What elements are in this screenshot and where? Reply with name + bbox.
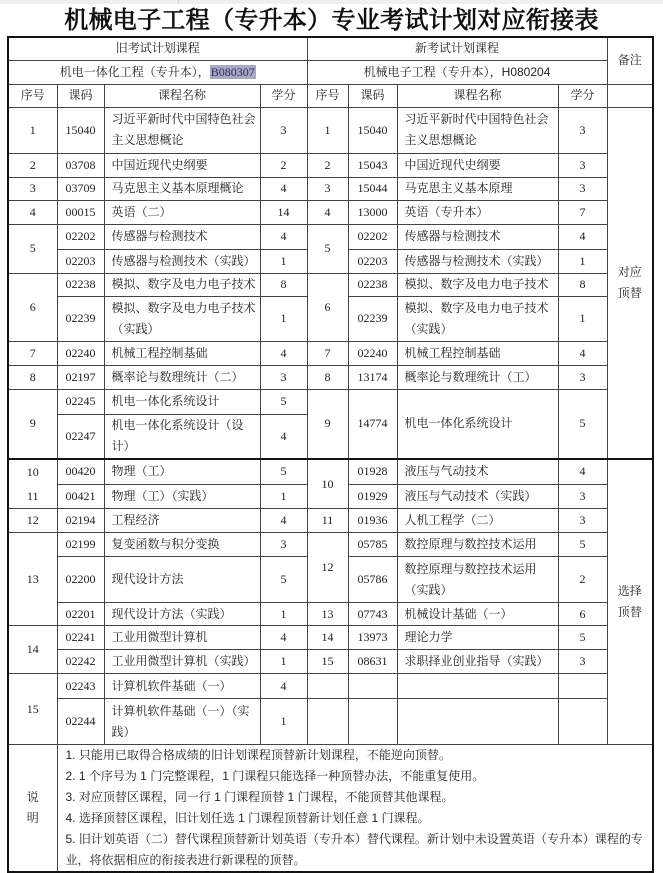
remark-direct-replacement: 对应顶替: [607, 107, 653, 459]
old-course-name: 现代设计方法（实践）: [104, 603, 260, 626]
old-seq: 4: [8, 200, 57, 224]
new-credit: 7: [558, 200, 607, 224]
page-title: 机械电子工程（专升本）专业考试计划对应衔接表: [64, 6, 599, 34]
table-row: [8, 224, 653, 249]
old-course-name: 现代设计方法: [104, 557, 260, 603]
old-course-name: 英语（二）: [104, 200, 260, 224]
old-credit: 1: [260, 484, 307, 508]
old-course-code: 02203: [57, 249, 104, 273]
new-seq: 15: [307, 650, 348, 674]
new-col-seq: 序号: [307, 84, 348, 107]
notes-label: [8, 745, 57, 873]
old-col-seq: 序号: [8, 84, 57, 107]
new-credit: 4: [558, 459, 607, 484]
new-seq: 3: [307, 177, 348, 200]
old-seq: 8: [8, 365, 57, 389]
new-seq: 14: [307, 626, 348, 650]
old-course-name: 机电一体化系统设计（设计）: [104, 414, 260, 459]
old-credit: 4: [260, 341, 307, 365]
new-col-name: 课程名称: [397, 84, 558, 107]
old-course-code: 02245: [57, 389, 104, 414]
new-course-code: 02203: [348, 249, 397, 273]
old-course-code: 02194: [57, 509, 104, 533]
old-course-code: 02239: [57, 296, 104, 341]
new-seq: 1: [307, 107, 348, 153]
old-course-name: 模拟、数字及电力电子技术（实践）: [104, 296, 260, 341]
note-item: 4. 选择顶替区课程，旧计划任选 1 门课程顶替新计划任意 1 门课程。: [65, 811, 430, 825]
table-row: [8, 341, 653, 365]
new-credit: 3: [558, 650, 607, 674]
old-seq: [8, 459, 57, 509]
old-course-code: 02199: [57, 533, 104, 557]
new-credit: 3: [558, 365, 607, 389]
new-seq: 6: [307, 273, 348, 341]
old-course-name: 习近平新时代中国特色社会主义思想概论: [104, 107, 260, 153]
old-col-credit: 学分: [260, 84, 307, 107]
old-credit: 4: [260, 674, 307, 699]
old-credit: 3: [260, 107, 307, 153]
header-row-columns: [8, 84, 653, 107]
old-course-code: 02242: [57, 650, 104, 674]
new-seq-empty: [307, 674, 348, 699]
remark-col-empty: [607, 84, 653, 107]
header-row-majors: [8, 60, 653, 84]
old-course-code: 02241: [57, 626, 104, 650]
remark-header: 备注: [607, 37, 653, 84]
table-row: [8, 365, 653, 389]
new-course-code: 14774: [348, 389, 397, 459]
new-course-name: 英语（专升本）: [397, 200, 558, 224]
old-seq: 1: [8, 107, 57, 153]
old-course-name: 工程经济: [104, 509, 260, 533]
note-item: 2. 1 个序号为 1 门完整课程，1 门课程只能选择一种顶替办法，不能重复使用。: [65, 769, 485, 783]
old-course-name: 概率论与数理统计（二）: [104, 365, 260, 389]
old-plan-header: 旧考试计划课程: [8, 37, 307, 60]
new-course-code: 15043: [348, 153, 397, 177]
old-course-name: 传感器与检测技术: [104, 224, 260, 249]
new-credit: 4: [558, 224, 607, 249]
old-major-name: 机电一体化工程（专升本），: [59, 64, 210, 79]
old-credit: 5: [260, 557, 307, 603]
old-course-code: 03708: [57, 153, 104, 177]
new-credit: 4: [558, 341, 607, 365]
new-credit: 1: [558, 249, 607, 273]
new-course-name: 液压与气动技术（实践）: [397, 484, 558, 508]
old-course-name: 物理（工）（实践）: [104, 484, 260, 508]
old-course-code: 03709: [57, 177, 104, 200]
new-course-name-empty: [397, 674, 558, 699]
new-credit-empty: [558, 674, 607, 699]
old-course-code: 00421: [57, 484, 104, 508]
new-course-name-empty: [397, 699, 558, 745]
new-course-name: 机械工程控制基础: [397, 341, 558, 365]
old-course-code: 02202: [57, 224, 104, 249]
new-course-name: 传感器与检测技术: [397, 224, 558, 249]
new-seq: 7: [307, 341, 348, 365]
new-credit: 3: [558, 177, 607, 200]
old-seq: 5: [8, 224, 57, 273]
table-row: [8, 459, 653, 484]
old-course-code: 02200: [57, 557, 104, 603]
course-mapping-table: [7, 36, 654, 873]
new-credit: 6: [558, 603, 607, 626]
new-seq: 12: [307, 533, 348, 603]
new-course-code: 07743: [348, 603, 397, 626]
old-credit: 4: [260, 224, 307, 249]
old-course-name: 传感器与检测技术（实践）: [104, 249, 260, 273]
table-row: [8, 699, 653, 745]
new-course-code: 01929: [348, 484, 397, 508]
new-course-code: 01928: [348, 459, 397, 484]
new-course-code: 02238: [348, 273, 397, 296]
new-seq: 11: [307, 509, 348, 533]
old-credit: 2: [260, 153, 307, 177]
table-row: [8, 674, 653, 699]
notes-label-char: 明: [26, 811, 39, 825]
new-course-name: 中国近现代史纲要: [397, 153, 558, 177]
old-course-name: 工业用微型计算机（实践）: [104, 650, 260, 674]
old-seq: 3: [8, 177, 57, 200]
new-course-name: 理论力学: [397, 626, 558, 650]
table-row: [8, 509, 653, 533]
new-course-name: 概率论与数理统计（工）: [397, 365, 558, 389]
new-course-code: 01936: [348, 509, 397, 533]
new-credit: 3: [558, 107, 607, 153]
table-row: [8, 533, 653, 557]
old-col-name: 课程名称: [104, 84, 260, 107]
new-course-name: 机电一体化系统设计: [397, 389, 558, 459]
new-credit: 2: [558, 557, 607, 603]
old-course-name: 中国近现代史纲要: [104, 153, 260, 177]
new-credit-empty: [558, 699, 607, 745]
new-course-name: 液压与气动技术: [397, 459, 558, 484]
new-seq: 2: [307, 153, 348, 177]
old-seq: 15: [8, 674, 57, 745]
table-row: [8, 153, 653, 177]
new-credit: 3: [558, 153, 607, 177]
old-credit: 3: [260, 365, 307, 389]
old-seq: 6: [8, 273, 57, 341]
new-seq: 13: [307, 603, 348, 626]
old-seq-line: 10: [26, 465, 39, 479]
old-course-code: 02247: [57, 414, 104, 459]
old-credit: 1: [260, 650, 307, 674]
new-course-name: 习近平新时代中国特色社会主义思想概论: [397, 107, 558, 153]
new-course-name: 数控原理与数控技术运用: [397, 533, 558, 557]
new-credit: 1: [558, 296, 607, 341]
old-course-code: 02243: [57, 674, 104, 699]
remark-optional-replacement: 选择顶替: [607, 459, 653, 745]
old-course-name: 物理（工）: [104, 459, 260, 484]
new-credit: 5: [558, 389, 607, 459]
old-credit: 3: [260, 533, 307, 557]
note-item: 5. 旧计划英语（二）替代课程顶替新计划英语（专升本）替代课程。新计划中未设置英语（专升本）课程的专业，将依据相应的衔接表进行新课程的顶替。: [65, 832, 643, 867]
table-row: [8, 603, 653, 626]
old-seq: 14: [8, 626, 57, 674]
old-course-name: 马克思主义基本原理概论: [104, 177, 260, 200]
old-course-code: 15040: [57, 107, 104, 153]
notes-label-char: 说: [26, 790, 39, 804]
new-course-code: 15040: [348, 107, 397, 153]
new-course-name: 模拟、数字及电力电子技术: [397, 273, 558, 296]
old-course-code: 02240: [57, 341, 104, 365]
table-row: [8, 626, 653, 650]
old-credit: 5: [260, 389, 307, 414]
new-seq: 9: [307, 389, 348, 459]
table-row: [8, 177, 653, 200]
new-credit: 5: [558, 626, 607, 650]
new-course-code: 13174: [348, 365, 397, 389]
table-row: [8, 273, 653, 296]
old-course-name: 机械工程控制基础: [104, 341, 260, 365]
new-major: 机械电子工程（专升本），H080204: [307, 60, 607, 84]
new-course-code: 02239: [348, 296, 397, 341]
new-seq: 4: [307, 200, 348, 224]
new-col-code: 课码: [348, 84, 397, 107]
old-major: [8, 60, 307, 84]
new-seq: 8: [307, 365, 348, 389]
old-credit: 1: [260, 249, 307, 273]
old-seq: 12: [8, 509, 57, 533]
new-course-code: 05785: [348, 533, 397, 557]
old-course-code: 02201: [57, 603, 104, 626]
table-row: [8, 107, 653, 153]
table-row: [8, 389, 653, 414]
new-course-code: 13000: [348, 200, 397, 224]
old-course-name: 计算机软件基础（一）: [104, 674, 260, 699]
new-course-code: 08631: [348, 650, 397, 674]
note-item: 3. 对应顶替区课程，同一行 1 门课程顶替 1 门课程，不能顶替其他课程。: [65, 790, 454, 804]
new-course-name: 马克思主义基本原理: [397, 177, 558, 200]
old-seq: 13: [8, 533, 57, 626]
new-course-code-empty: [348, 699, 397, 745]
old-course-code: 02238: [57, 273, 104, 296]
new-course-name: 模拟、数字及电力电子技术（实践）: [397, 296, 558, 341]
old-course-name: 模拟、数字及电力电子技术: [104, 273, 260, 296]
header-row-plans: [8, 37, 653, 60]
new-col-credit: 学分: [558, 84, 607, 107]
new-course-code: 13973: [348, 626, 397, 650]
new-course-name: 求职择业创业指导（实践）: [397, 650, 558, 674]
old-course-name: 工业用微型计算机: [104, 626, 260, 650]
new-course-code: 02202: [348, 224, 397, 249]
new-credit: 8: [558, 273, 607, 296]
new-credit: 3: [558, 484, 607, 508]
old-seq: 9: [8, 389, 57, 459]
old-col-code: 课码: [57, 84, 104, 107]
new-course-name: 人机工程学（二）: [397, 509, 558, 533]
old-course-code: 00420: [57, 459, 104, 484]
old-credit: 14: [260, 200, 307, 224]
new-seq: 10: [307, 459, 348, 509]
old-credit: 4: [260, 414, 307, 459]
old-course-code: 02244: [57, 699, 104, 745]
notes-list: [57, 745, 653, 873]
new-course-code: 15044: [348, 177, 397, 200]
new-course-code: 05786: [348, 557, 397, 603]
new-credit: 5: [558, 533, 607, 557]
old-major-code-selected[interactable]: B080307: [210, 64, 255, 79]
new-credit: 3: [558, 509, 607, 533]
new-course-name: 数控原理与数控技术运用（实践）: [397, 557, 558, 603]
old-credit: 1: [260, 699, 307, 745]
old-course-code: 02197: [57, 365, 104, 389]
note-item: 1. 只能用已取得合格成绩的旧计划课程顶替新计划课程，不能逆向顶替。: [65, 748, 451, 762]
old-course-name: 机电一体化系统设计: [104, 389, 260, 414]
old-course-name: 复变函数与积分变换: [104, 533, 260, 557]
notes-row: [8, 745, 653, 873]
new-course-code-empty: [348, 674, 397, 699]
old-seq: 7: [8, 341, 57, 365]
new-plan-header: 新考试计划课程: [307, 37, 607, 60]
new-seq-empty: [307, 699, 348, 745]
new-course-name: 传感器与检测技术（实践）: [397, 249, 558, 273]
old-credit: 4: [260, 509, 307, 533]
new-course-name: 机械设计基础（一）: [397, 603, 558, 626]
old-credit: 1: [260, 603, 307, 626]
old-credit: 8: [260, 273, 307, 296]
old-credit: 1: [260, 296, 307, 341]
old-seq-line: 11: [26, 489, 39, 503]
old-course-name: 计算机软件基础（一）（实践）: [104, 699, 260, 745]
old-credit: 5: [260, 459, 307, 484]
table-row: [8, 200, 653, 224]
new-course-code: 02240: [348, 341, 397, 365]
table-row: [8, 650, 653, 674]
old-credit: 4: [260, 177, 307, 200]
old-seq: 2: [8, 153, 57, 177]
new-seq: 5: [307, 224, 348, 273]
old-course-code: 00015: [57, 200, 104, 224]
old-credit: 4: [260, 626, 307, 650]
